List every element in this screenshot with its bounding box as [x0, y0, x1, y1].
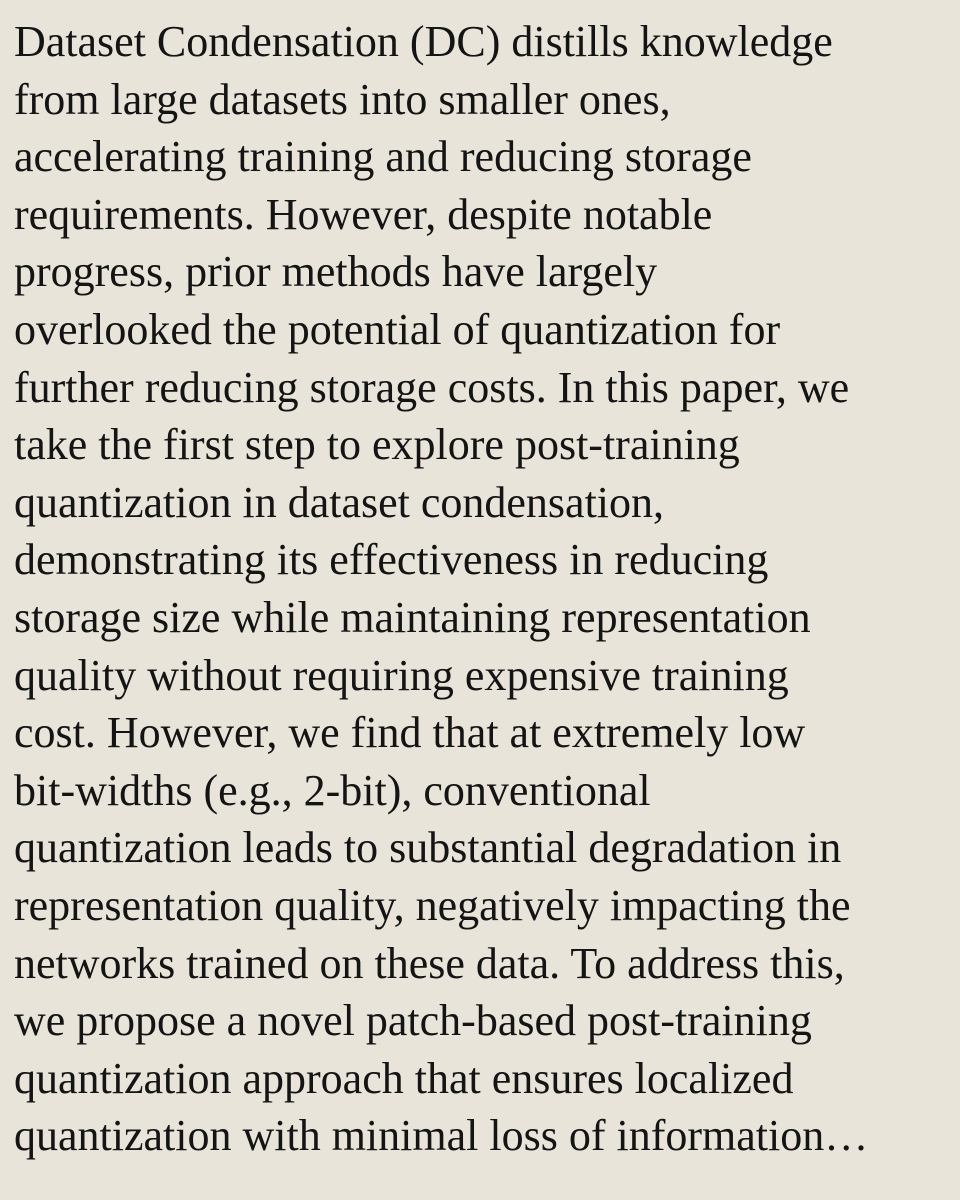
abstract-line: quality without requiring expensive training — [14, 650, 789, 700]
abstract-line: progress, prior methods have largely — [14, 247, 658, 297]
abstract-line: demonstrating its effectiveness in reducing — [14, 535, 769, 585]
abstract-line: storage size while maintaining representation — [14, 592, 811, 642]
abstract-line: further reducing storage costs. In this paper, we — [14, 362, 850, 412]
abstract-line: networks trained on these data. To address this, — [14, 938, 845, 988]
abstract-text — [14, 13, 960, 1165]
abstract-line: quantization with minimal loss of information… — [14, 1111, 869, 1161]
abstract-line: overlooked the potential of quantization for — [14, 304, 781, 354]
abstract-line: we propose a novel patch-based post-training — [14, 996, 812, 1046]
abstract-line: quantization in dataset condensation, — [14, 477, 665, 527]
abstract-line: bit-widths (e.g., 2-bit), conventional — [14, 765, 651, 815]
abstract-line: Dataset Condensation (DC) distills knowledge — [14, 17, 833, 66]
abstract-line: accelerating training and reducing storage — [14, 132, 752, 182]
abstract-line: quantization leads to substantial degradation in — [14, 823, 842, 873]
abstract-line: representation quality, negatively impacting the — [14, 880, 851, 930]
abstract-line: take the first step to explore post-training — [14, 420, 740, 470]
abstract-line: requirements. However, despite notable — [14, 189, 713, 239]
abstract-line: cost. However, we find that at extremely low — [14, 708, 806, 758]
abstract-line: from large datasets into smaller ones, — [14, 74, 671, 124]
abstract-line: quantization approach that ensures localized — [14, 1053, 794, 1103]
